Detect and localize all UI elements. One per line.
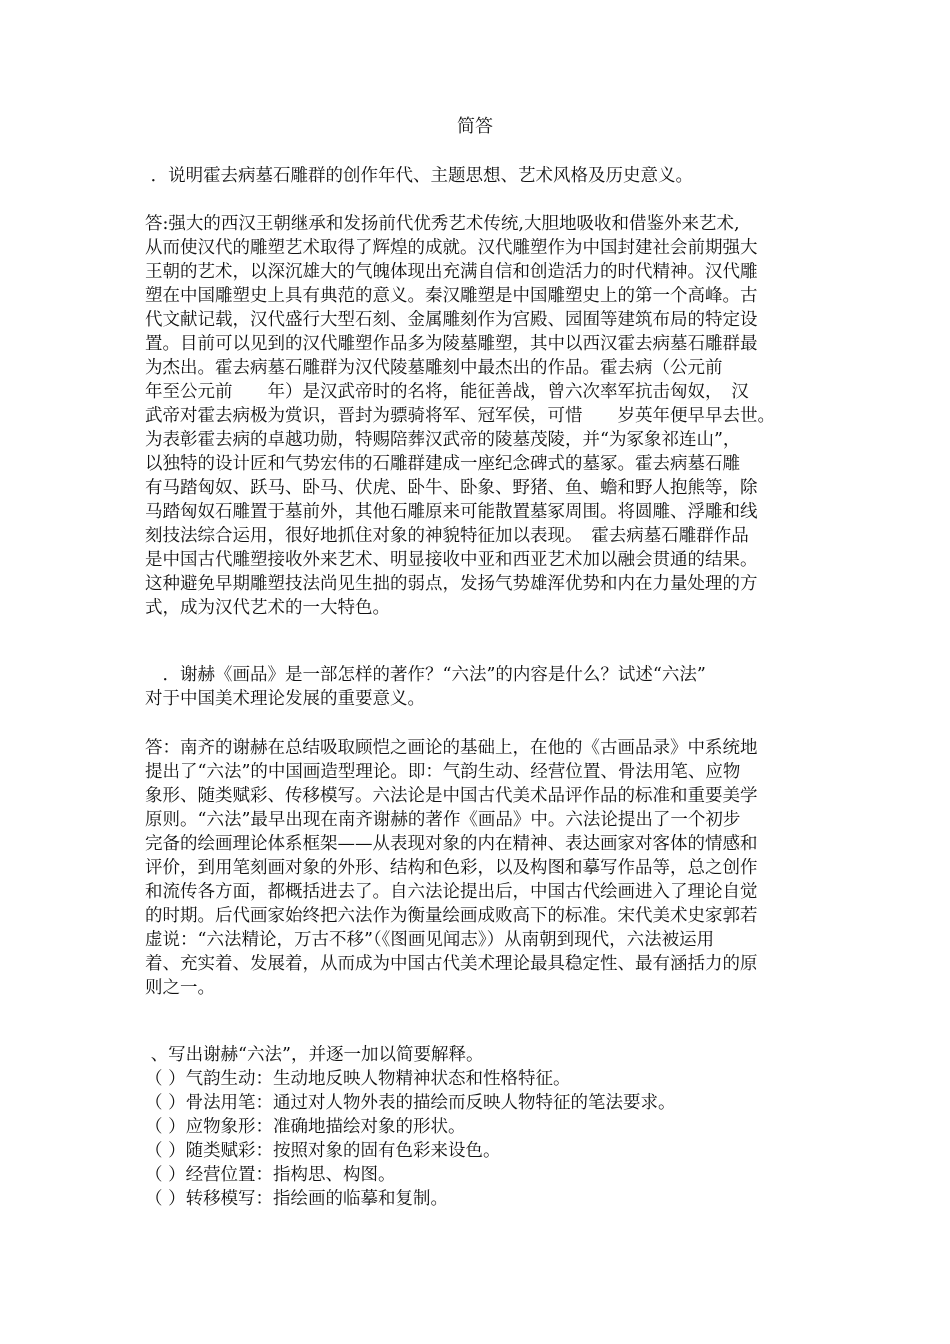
- answer-2-line: 虚说：“六法精论，万古不移”（《图画见闻志》）从南朝到现代，六法被运用: [145, 930, 715, 950]
- answer-2-line: 则之一。: [145, 978, 215, 998]
- answer-2-line: 评价，到用笔刻画对象的外形、结构和色彩，以及构图和摹写作品等，总之创作: [145, 858, 758, 878]
- question-2-line: ．谢赫《画品》是一部怎样的著作？“六法”的内容是什么？试述“六法”: [145, 665, 706, 685]
- answer-1-line: 置。目前可以见到的汉代雕塑作品多为陵墓雕塑，其中以西汉霍去病墓石雕群最: [145, 334, 758, 354]
- question-3: [145, 1043, 815, 1211]
- answer-1-line: 为杰出。霍去病墓石雕群为汉代陵墓雕刻中最杰出的作品。霍去病（公元前: [145, 358, 723, 378]
- answer-1-line: 代文献记载，汉代盛行大型石刻、金属雕刻作为宫殿、园囿等建筑布局的特定设: [145, 310, 758, 330]
- answer-1-line: 塑在中国雕塑史上具有典范的意义。秦汉雕塑是中国雕塑史上的第一个高峰。古: [145, 286, 758, 306]
- answer-1-line: 王朝的艺术，以深沉雄大的气魄体现出充满自信和创造活力的时代精神。汉代雕: [145, 262, 758, 282]
- six-laws-item: （ ）气韵生动：生动地反映人物精神状态和性格特征。: [145, 1069, 571, 1089]
- answer-1-line: 马踏匈奴石雕置于墓前外，其他石雕原来可能散置墓冢周围。将圆雕、浮雕和线: [145, 502, 758, 522]
- six-laws-item: （ ）应物象形：准确地描绘对象的形状。: [145, 1117, 466, 1137]
- answer-1-line: 年至公元前 年）是汉武帝时的名将，能征善战，曾六次率军抗击匈奴， 汉: [145, 382, 749, 402]
- answer-2-line: 提出了“六法”的中国画造型理论。即：气韵生动、经营位置、骨法用笔、应物: [145, 762, 741, 782]
- answer-2-line: 答：南齐的谢赫在总结吸取顾恺之画论的基础上，在他的《古画品录》中系统地: [145, 738, 758, 758]
- question-1-line: ．说明霍去病墓石雕群的创作年代、主题思想、艺术风格及历史意义。: [145, 166, 694, 186]
- answer-2-line: 着、充实着、发展着，从而成为中国古代美术理论最具稳定性、最有涵括力的原: [145, 954, 758, 974]
- answer-1-line: 从而使汉代的雕塑艺术取得了辉煌的成就。汉代雕塑作为中国封建社会前期强大: [145, 238, 758, 258]
- page-title: 简答: [457, 116, 493, 137]
- answer-1-line: 刻技法综合运用，很好地抓住对象的神貌特征加以表现。 霍去病墓石雕群作品: [145, 526, 749, 546]
- answer-2-line: 的时期。后代画家始终把六法作为衡量绘画成败高下的标准。宋代美术史家郭若: [145, 906, 758, 926]
- answer-2-line: 象形、随类赋彩、传移模写。六法论是中国古代美术品评作品的标准和重要美学: [145, 786, 758, 806]
- answer-1-line: 是中国古代雕塑接收外来艺术、明显接收中亚和西亚艺术加以融会贯通的结果。: [145, 550, 758, 570]
- question-1: [145, 164, 815, 188]
- answer-1-line: 这种避免早期雕塑技法尚见生拙的弱点，发扬气势雄浑优势和内在力量处理的方: [145, 574, 758, 594]
- answer-1: [145, 212, 815, 620]
- answer-2-line: 和流传各方面，都概括进去了。自六法论提出后，中国古代绘画进入了理论自觉: [145, 882, 758, 902]
- answer-1-line: 以独特的设计匠和气势宏伟的石雕群建成一座纪念碑式的墓冢。霍去病墓石雕: [145, 454, 740, 474]
- answer-2: [145, 736, 815, 1000]
- answer-1-line: 有马踏匈奴、跃马、卧马、伏虎、卧牛、卧象、野猪、鱼、蟾和野人抱熊等，除: [145, 478, 758, 498]
- six-laws-item: （ ）转移模写：指绘画的临摹和复制。: [145, 1189, 449, 1209]
- six-laws-item: （ ）骨法用笔：通过对人物外表的描绘而反映人物特征的笔法要求。: [145, 1093, 676, 1113]
- question-2-line: 对于中国美术理论发展的重要意义。: [145, 689, 425, 709]
- answer-1-line: 答:强大的西汉王朝继承和发扬前代优秀艺术传统,大胆地吸收和借鉴外来艺术,: [145, 214, 740, 234]
- question-3-heading: 、写出谢赫“六法”，并逐一加以简要解释。: [145, 1045, 484, 1065]
- answer-1-line: 武帝对霍去病极为赏识，晋封为骠骑将军、冠军侯，可惜 岁英年便早早去世。: [145, 406, 775, 426]
- question-2: [145, 663, 815, 711]
- six-laws-item: （ ）随类赋彩：按照对象的固有色彩来设色。: [145, 1141, 501, 1161]
- answer-2-line: 完备的绘画理论体系框架——从表现对象的内在精神、表达画家对客体的情感和: [145, 834, 758, 854]
- answer-2-line: 原则。“六法”最早出现在南齐谢赫的著作《画品》中。六法论提出了一个初步: [145, 810, 741, 830]
- answer-1-line: 式，成为汉代艺术的一大特色。: [145, 598, 390, 618]
- answer-1-line: 为表彰霍去病的卓越功勋，特赐陪葬汉武帝的陵墓茂陵，并“为冢象祁连山”，: [145, 430, 741, 450]
- six-laws-item: （ ）经营位置：指构思、构图。: [145, 1165, 396, 1185]
